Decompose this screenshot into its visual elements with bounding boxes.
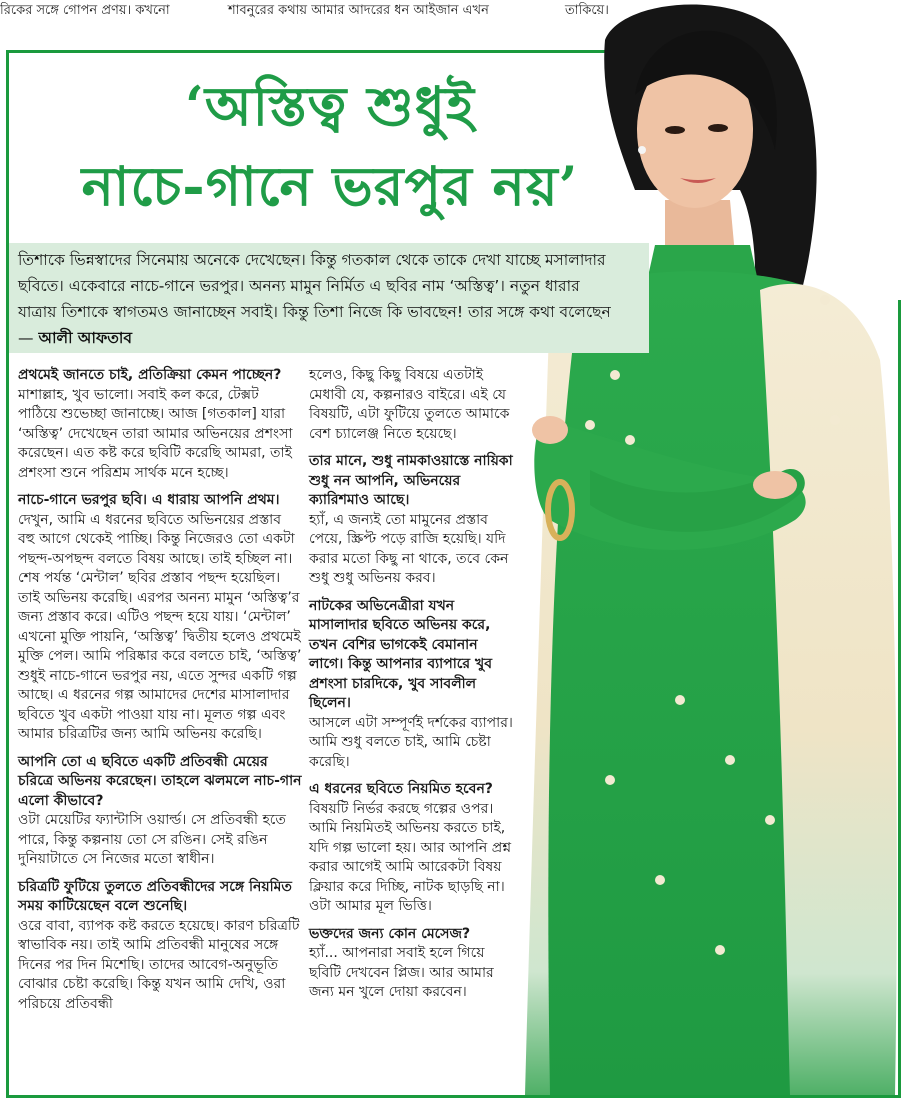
answer: হলেও, কিছু কিছু বিষয়ে এতটাই মেধাবী যে, কল্পনারও বাইরে। এই যে বিষয়টি, এটা ফুটিয়ে তুলতে আমাকে বেশ চ্যালেঞ্জ নিতে হয়েছে।	[309, 367, 510, 442]
answer: ওটা মেয়েটির ফ্যান্টাসি ওয়ার্ল্ড। সে প্রতিবন্ধী হতে পারে, কিন্তু কল্পনায় তো সে রঙিন। সেই রঙিন দুনিয়াটাতে সে নিজের মতো স্বাধীন।	[18, 812, 286, 867]
headline-line-2: নাচে-গানে ভরপুর নয়’	[81, 154, 579, 218]
frame-left-line	[6, 50, 9, 1098]
question: আপনি তো এ ছবিতে একটি প্রতিবন্ধী মেয়ের চরিত্রে অভিনয় করেছেন। তাহলে ঝলমলে নাচ-গান এলো কীভাবে?	[18, 753, 302, 809]
article-column-2	[309, 366, 514, 1011]
answer: হ্যাঁ... আপনারা সবাই হলে গিয়ে ছবিটি দেখবেন প্লিজ। আর আমার জন্য মন খুলে দোয়া করবেন।	[309, 945, 494, 1000]
article-column-1	[18, 366, 302, 1022]
question: প্রথমেই জানতে চাই, প্রতিক্রিয়া কেমন পাচ্ছেন?	[18, 367, 282, 383]
frame-bottom-line	[6, 1095, 901, 1098]
question: তার মানে, শুধু নামকাওয়াস্তে নায়িকা শুধু নন আপনি, অভিনয়ের ক্যারিশমাও আছে।	[309, 453, 513, 508]
intro-text: তিশাকে ভিন্নস্বাদের সিনেমায় অনেকে দেখেছেন। কিন্তু গতকাল থেকে তাকে দেখা যাচ্ছে মসালাদার ছবিতে। একেবারে নাচে-গানে ভরপুর। অনন্য মামুন নির্মিত এ ছবির নাম ‘অস্তিত্ব’। নতুন ধারার যাত্রায় তিশাকে স্বাগতমও জানাচ্ছেন সবাই। কিন্তু তিশা নিজে কি ভাবছেন! তার সঙ্গে কথা বলেছেন—	[18, 251, 611, 347]
answer: বিষয়টি নির্ভর করছে গল্পের ওপর। আমি নিয়মিতই অভিনয় করতে চাই, যদি গল্প ভালো হয়। আর আপনি প্রশ্ন করার আগেই আমি আরেকটা বিষয় ক্লিয়ার করে দিচ্ছি, নাটক ছাড়ছি না। ওটা আমার মূল ভিত্তি।	[309, 800, 512, 914]
intro-paragraph	[18, 247, 618, 351]
headline-line-1: ‘অস্তিত্ব শুধুই	[185, 74, 475, 138]
question: নাটকের অভিনেত্রীরা যখন মাসালাদার ছবিতে অভিনয় করে, তখন বেশির ভাগকেই বেমানান লাগে। কিন্তু আপনার ব্যাপারে খুব প্রশংসা চারদিকে, খুব সাবলীল ছিলেন।	[309, 597, 492, 711]
answer: দেখুন, আমি এ ধরনের ছবিতে অভিনয়ের প্রস্তাব বহু আগে থেকেই পাচ্ছি। কিন্তু নিজেরও তো একটা পছন্দ-অপছন্দ বলতে বিষয় আছে। তাই হচ্ছিল না। শেষ পর্যন্ত ‘মেন্টাল’ ছবির প্রস্তাব পছন্দ হয়েছিল। তাই অভিনয় করেছি। এরপর অনন্য মামুন ‘অস্তিত্ব’র জন্য প্রস্তাব করে। এটিও পছন্দ হয়ে যায়। ‘মেন্টাল’ এখনো মুক্তি পায়নি, ‘অস্তিত্ব’ দ্বিতীয় হলেও প্রথমেই মুক্তি পেল। আমি পরিষ্কার করে বলতে চাই, ‘অস্তিত্ব’ শুধুই নাচে-গানে ভরপুর নয়, এতে সুন্দর একটি গল্প আছে। এ ধরনের গল্প আমাদের দেশের মাসালাদার ছবিতে খুব একটা পাওয়া যায় না। মূলত গল্প এবং আমার চরিত্রটির জন্য আমি অভিনয় করেছি।	[18, 511, 302, 742]
question: এ ধরনের ছবিতে নিয়মিত হবেন?	[309, 781, 493, 797]
question: চরিত্রটি ফুটিয়ে তুলতে প্রতিবন্ধীদের সঙ্গে নিয়মিত সময় কাটিয়েছেন বলে শুনেছি।	[18, 878, 292, 914]
answer: ওরে বাবা, ব্যাপক কষ্ট করতে হয়েছে। কারণ চরিত্রটি স্বাভাবিক নয়। তাই আমি প্রতিবন্ধী মানুষের সঙ্গে দিনের পর দিন মিশেছি। তাদের আবেগ-অনুভূতি বোঝার চেষ্টা করেছি। কিন্তু যখন আমি দেখি, ওরা পরিচয়ে প্রতিবন্ধী	[18, 917, 300, 1012]
headline	[20, 66, 640, 226]
answer: আসলে এটা সম্পূর্ণই দর্শকের ব্যাপার। আমি শুধু বলতে চাই, আমি চেষ্টা করেছি।	[309, 714, 513, 770]
strip-text-middle: শাবনুরের কথায় আমার আদরের ধন আইজান এখন	[228, 3, 489, 18]
answer: মাশাল্লাহ, খুব ভালো। সবাই কল করে, টেক্সট পাঠিয়ে শুভেচ্ছা জানাচ্ছে। আজ [গতকাল] যারা ‘অস্তিত্ব’ দেখেছেন তারা আমার অভিনয়ের প্রশংসা করেছেন। এত কষ্ট করে ছবিটি করেছি আমরা, তাই প্রশংসা শুনে পরিশ্রম সার্থক মনে হচ্ছে।	[18, 386, 293, 481]
strip-text-left: রিকের সঙ্গে গোপন প্রণয়। কখনো	[0, 3, 170, 18]
question: নাচে-গানে ভরপুর ছবি। এ ধারায় আপনি প্রথম।	[18, 492, 280, 508]
intro-author: আলী আফতাব	[38, 329, 133, 347]
strip-text-right: তাকিয়ে।	[565, 3, 609, 18]
answer: হ্যাঁ, এ জন্যই তো মামুনের প্রস্তাব পেয়ে, স্ক্রিপ্ট পড়ে রাজি হয়েছি। যদি করার মতো কিছু না থাকে, তবে কেন শুধু শুধু অভিনয় করব।	[309, 511, 509, 586]
question: ভক্তদের জন্য কোন মেসেজ?	[309, 925, 471, 942]
